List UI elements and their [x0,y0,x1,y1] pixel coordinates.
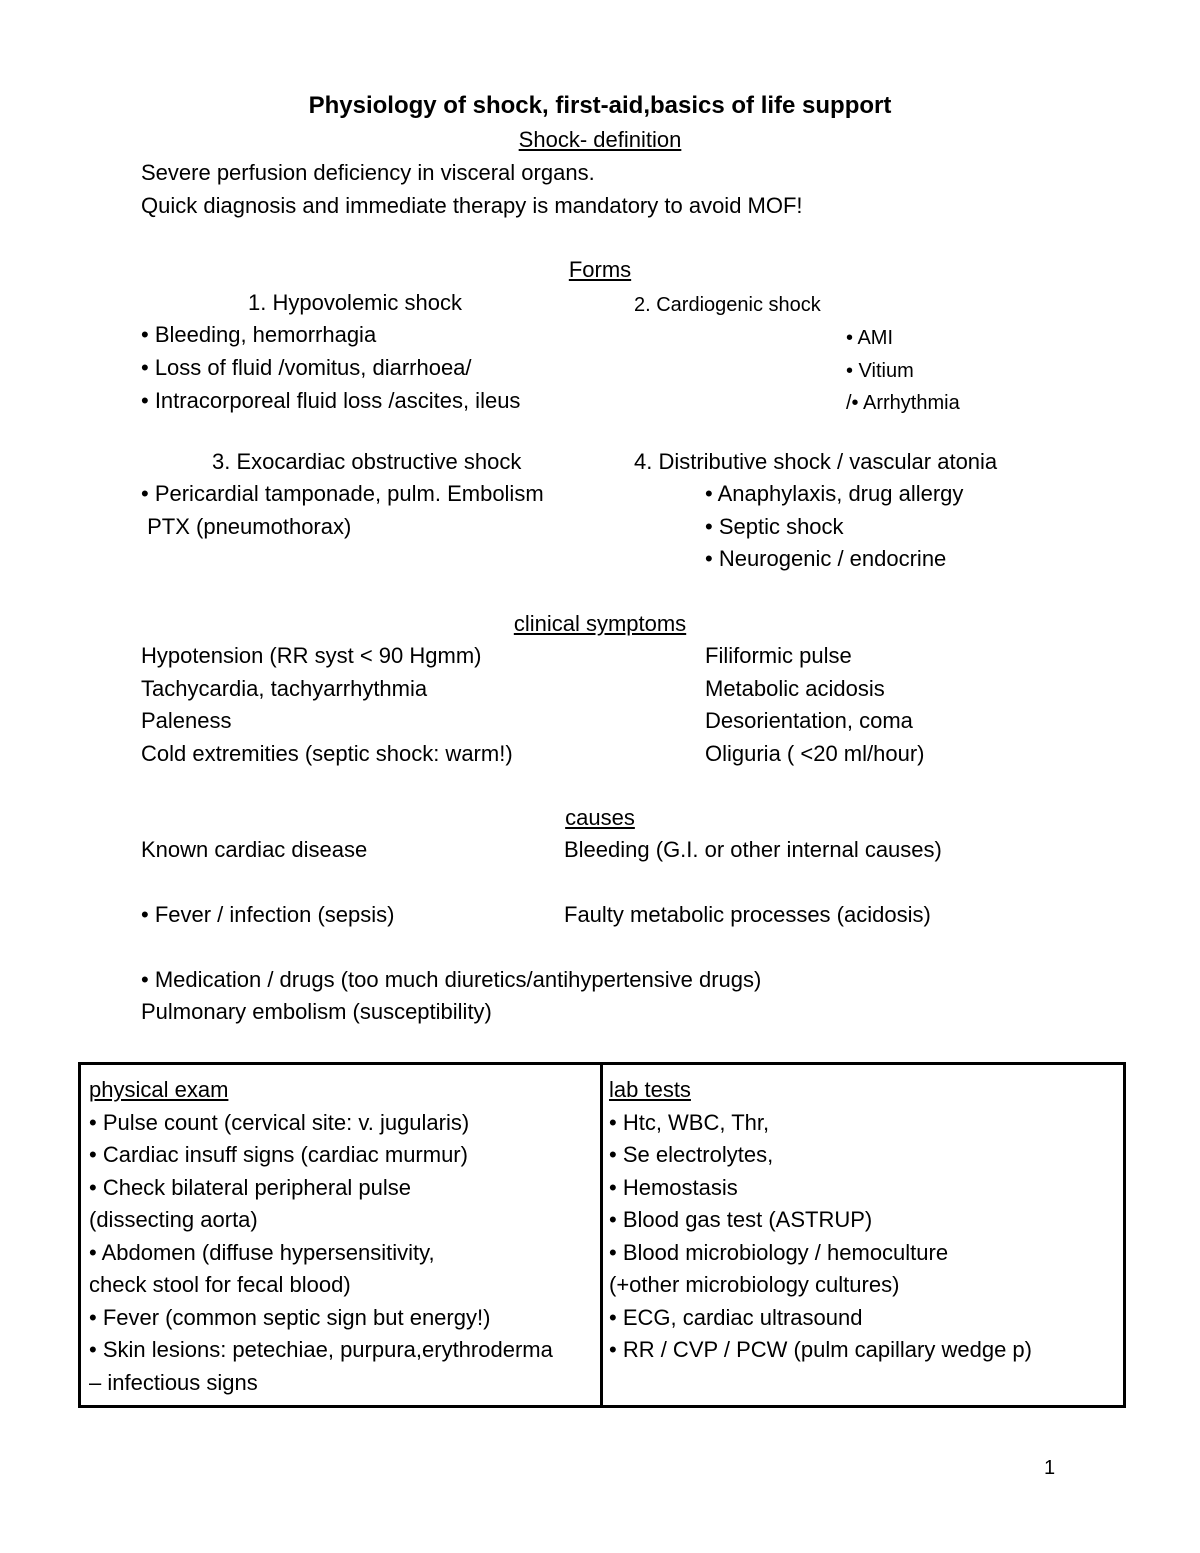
cause-item: Bleeding (G.I. or other internal causes) [564,837,942,862]
lab-tests-line: (+other microbiology cultures) [609,1272,900,1297]
lab-tests-cell [609,1074,1032,1367]
form-hypovolemic-item: • Intracorporeal fluid loss /ascites, ileus [141,388,521,413]
form-hypovolemic-item: • Loss of fluid /vomitus, diarrhoea/ [141,355,472,380]
physical-exam-line: (dissecting aorta) [89,1207,258,1232]
form-distributive-item: • Septic shock [705,514,844,539]
physical-exam-line: – infectious signs [89,1369,258,1395]
lab-tests-line: • Se electrolytes, [609,1142,774,1167]
lab-tests-heading: lab tests [609,1077,691,1102]
form-distributive-item: • Neurogenic / endocrine [705,546,947,571]
symptom-right: Metabolic acidosis [705,676,885,701]
definition-heading: Shock- definition [518,127,682,152]
physical-exam-cell [89,1074,553,1399]
symptom-left: Hypotension (RR syst < 90 Hgmm) [141,643,482,668]
cause-item: • Fever / infection (sepsis) [141,902,395,927]
cause-item: Known cardiac disease [141,837,368,862]
form-hypovolemic-item: • Bleeding, hemorrhagia [141,322,377,347]
symptom-left: Paleness [141,708,232,733]
symptom-left: Cold extremities (septic shock: warm!) [141,741,513,766]
physical-exam-line: • Abdomen (diffuse hypersensitivity, [89,1239,435,1265]
lab-tests-line: • RR / CVP / PCW (pulm capillary wedge p) [609,1337,1032,1362]
cause-item: Faulty metabolic processes (acidosis) [564,902,931,927]
physical-exam-heading: physical exam [89,1077,229,1102]
form-distributive-item: • Anaphylaxis, drug allergy [705,481,964,506]
form-cardiogenic-item: • AMI [846,327,894,349]
cause-item: Pulmonary embolism (susceptibility) [141,999,492,1024]
form-cardiogenic-item: /• Arrhythmia [846,392,960,414]
physical-exam-line: • Check bilateral peripheral pulse [89,1174,411,1200]
symptom-left: Tachycardia, tachyarrhythmia [141,676,428,701]
causes-heading: causes [565,805,635,830]
lab-tests-line: • Blood microbiology / hemoculture [609,1239,949,1265]
definition-line-2: Quick diagnosis and immediate therapy is mandatory to avoid MOF! [141,193,803,218]
lab-tests-line: • Blood gas test (ASTRUP) [609,1207,873,1232]
lab-tests-line: • Hemostasis [609,1174,738,1200]
physical-exam-line: check stool for fecal blood) [89,1272,351,1297]
form-cardiogenic-title: 2. Cardiogenic shock [634,294,821,316]
physical-exam-line: • Skin lesions: petechiae, purpura,erythroderma [89,1337,553,1362]
symptom-right: Filiformic pulse [705,643,852,668]
symptom-right: Desorientation, coma [705,708,913,733]
form-obstructive-item: • Pericardial tamponade, pulm. Embolism [141,481,544,506]
physical-exam-line: • Cardiac insuff signs (cardiac murmur) [89,1142,468,1167]
lab-tests-line: • Htc, WBC, Thr, [609,1109,770,1135]
definition-line-1: Severe perfusion deficiency in visceral organs. [141,160,595,185]
page-title: Physiology of shock, first-aid,basics of life support [308,92,892,119]
physical-exam-line: • Fever (common septic sign but energy!) [89,1304,491,1330]
cause-item: • Medication / drugs (too much diuretics/antihypertensive drugs) [141,967,762,992]
physical-exam-line: • Pulse count (cervical site: v. jugularis) [89,1109,470,1135]
table-divider [600,1062,603,1408]
lab-tests-line: • ECG, cardiac ultrasound [609,1304,863,1330]
form-obstructive-item: PTX (pneumothorax) [141,514,352,539]
form-obstructive-title: 3. Exocardiac obstructive shock [212,449,522,474]
form-hypovolemic-title: 1. Hypovolemic shock [248,290,462,315]
symptom-right: Oliguria ( <20 ml/hour) [705,741,925,766]
form-distributive-title: 4. Distributive shock / vascular atonia [634,449,998,474]
forms-heading: Forms [568,257,632,282]
symptoms-heading: clinical symptoms [513,611,687,636]
form-cardiogenic-item: • Vitium [846,360,914,382]
page-number: 1 [1044,1457,1056,1479]
